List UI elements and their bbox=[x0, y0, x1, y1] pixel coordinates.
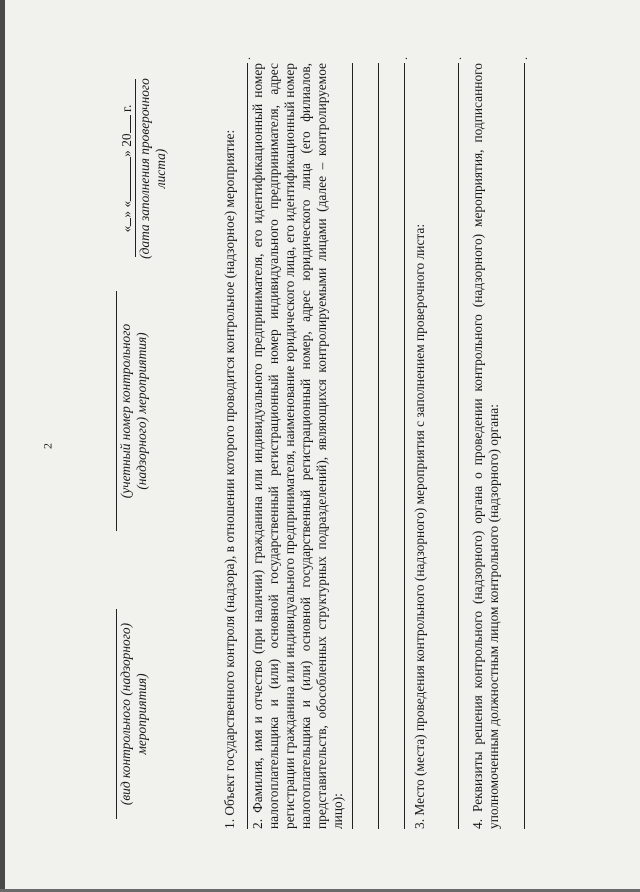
page-number: 2 bbox=[40, 443, 55, 449]
account-number-field bbox=[116, 291, 150, 531]
section-4-answer-line: . bbox=[524, 63, 525, 829]
section-3-answer-line: . bbox=[458, 63, 459, 829]
section-3-place-of-inspection: 3. Место (места) проведения контрольного (надзорного) мероприятия с заполнением проверочного листа: bbox=[412, 223, 427, 829]
inspection-kind-label-2: мероприятия) bbox=[134, 673, 149, 755]
fill-date-blanks: «» «» 20 г. bbox=[116, 61, 135, 276]
form-header bbox=[116, 61, 186, 831]
account-number-line bbox=[116, 291, 117, 531]
section-2-answer-line-2 bbox=[378, 63, 379, 829]
account-number-label-1: (учетный номер контрольного bbox=[118, 323, 133, 499]
account-number-label-2: (надзорного) мероприятия) bbox=[134, 332, 149, 490]
section-2-answer-line-3: . bbox=[404, 63, 405, 829]
section-2-controlled-person: 2. Фамилия, имя и отчество (при наличии) гражданина или индивидуального предпринимателя, его идентификационный номер налогоплательщика и (или) основной государственный регистрационный номер индивидуального предпринимателя, адрес регистрации гражданина или индивидуального предпринимателя, наименование юридического лица, его идентификационный номер налогоплательщика и (или) основной государственный регистрационный номер, адрес юридического лица (его филиалов, представительств, обособленных структурных подразделений), являющихся контролируемыми лицами (далее – контролируемое лицо): bbox=[250, 63, 345, 829]
inspection-kind-label-1: (вид контрольного (надзорного) bbox=[118, 622, 133, 806]
fill-date-field bbox=[116, 61, 169, 276]
fill-date-underline bbox=[135, 80, 136, 258]
inspection-kind-line bbox=[116, 609, 117, 819]
inspection-kind-field bbox=[116, 609, 150, 819]
section-1-answer-line: . bbox=[247, 63, 248, 829]
section-1-object-of-control: 1. Объект государственного контроля (надзора), в отношении которого проводится контрольное (надзорное) мероприятие: bbox=[222, 129, 237, 829]
section-4-decision-details: 4. Реквизиты решения контрольного (надзорного) органа о проведении контрольного (надзорного) мероприятия, подписанного уполномоченным должностным лицом контрольного (надзорного) органа: bbox=[470, 63, 501, 829]
fill-date-label-1: (дата заполнения проверочного bbox=[137, 78, 152, 259]
rotated-page-content bbox=[116, 57, 616, 831]
fill-date-label-2: листа) bbox=[153, 148, 168, 189]
section-2-answer-line-1 bbox=[352, 63, 353, 829]
scan-edge-left bbox=[0, 0, 5, 892]
